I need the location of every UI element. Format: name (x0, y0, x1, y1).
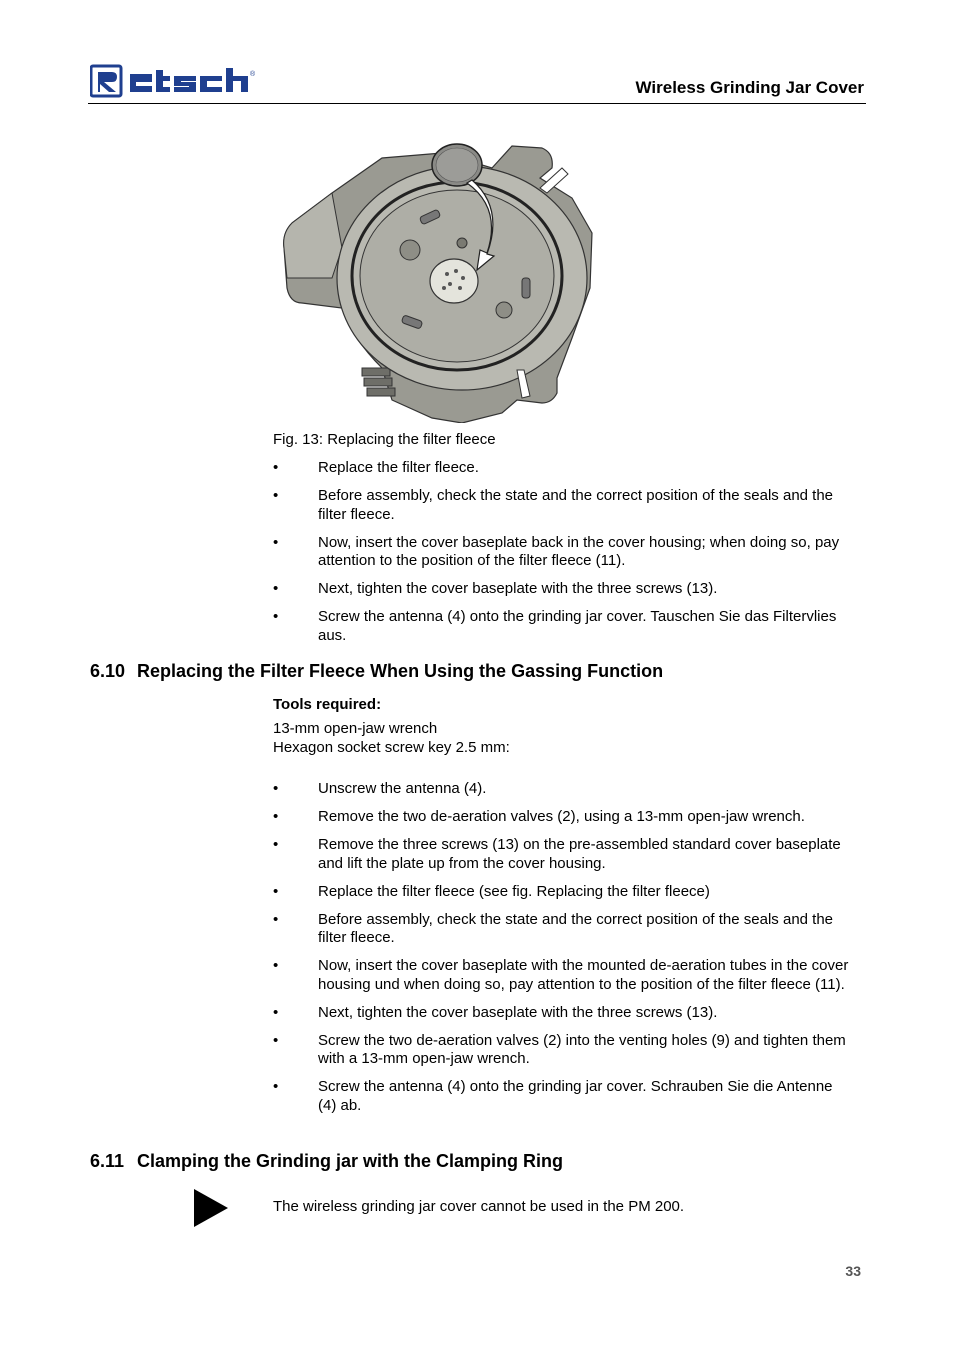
figure-caption: Fig. 13: Replacing the filter fleece (273, 431, 496, 448)
list-item-text: Remove the three screws (13) on the pre-assembled standard cover baseplate and lift the plate up from the cover housing. (318, 836, 841, 872)
list-item (273, 459, 853, 478)
bullet: • (273, 957, 279, 974)
svg-text:®: ® (250, 71, 256, 78)
bullet: • (273, 487, 279, 504)
tool-item: Hexagon socket screw key 2.5 mm: (273, 738, 510, 756)
bullet: • (273, 780, 279, 797)
list-item-text: Replace the filter fleece (see fig. Replacing the filter fleece) (318, 882, 710, 900)
tools-required-label: Tools required: (273, 696, 382, 713)
list-item (273, 911, 853, 948)
section-heading-6-11 (90, 1151, 563, 1172)
bullet: • (273, 580, 279, 597)
retsch-logo (90, 64, 260, 103)
list-item-text: Now, insert the cover baseplate with the mounted de-aeration tubes in the cover housing und when doing so, pay attention to the position of the filter fleece (11). (318, 957, 849, 993)
list-item-text: Screw the two de-aeration valves (2) into the venting holes (9) and tighten them with a 13-mm open-jaw wrench. (318, 1031, 846, 1067)
list-item-text: Before assembly, check the state and the correct position of the seals and the filter fleece. (318, 487, 834, 523)
list-item-text: Remove the two de-aeration valves (2), using a 13-mm open-jaw wrench. (318, 808, 805, 825)
list-item (273, 836, 853, 873)
section-heading-6-10 (90, 661, 663, 682)
section-title: Clamping the Grinding jar with the Clamping Ring (137, 1151, 563, 1171)
note-text: The wireless grinding jar cover cannot be used in the PM 200. (273, 1198, 685, 1215)
bullet-list-fleece (273, 459, 853, 655)
bullet: • (273, 910, 279, 928)
list-item-text: Next, tighten the cover baseplate with the three screws (13). (318, 1003, 718, 1021)
bullet: • (273, 1078, 279, 1095)
header-title: Wireless Grinding Jar Cover (635, 78, 864, 97)
section-number: 6.11 (90, 1151, 125, 1171)
bullet: • (273, 836, 279, 853)
list-item (273, 1032, 853, 1069)
list-item (273, 957, 853, 994)
list-item (273, 780, 853, 799)
list-item (273, 580, 853, 599)
section-title: Replacing the Filter Fleece When Using the Gassing Function (137, 661, 664, 681)
list-item (273, 487, 853, 524)
list-item-text: Now, insert the cover baseplate back in the cover housing; when doing so, pay attention to the position of the filter fleece (11). (318, 533, 840, 569)
bullet-list-gassing (273, 780, 853, 1125)
list-item (273, 1004, 853, 1023)
list-item-text: Before assembly, check the state and the correct position of the seals and the filter fleece. (318, 910, 834, 946)
page-header (88, 58, 866, 104)
list-item (273, 608, 853, 645)
bullet: • (273, 608, 279, 625)
bullet: • (273, 1003, 279, 1021)
list-item-text: Replace the filter fleece. (318, 459, 479, 476)
bullet: • (273, 459, 279, 476)
bullet: • (273, 808, 279, 825)
list-item-text: Screw the antenna (4) onto the grinding jar cover. Tauschen Sie das Filtervlies aus. (318, 608, 837, 644)
section-number: 6.10 (90, 661, 126, 681)
page-number: 33 (845, 1263, 861, 1279)
note-arrow-icon (194, 1189, 228, 1232)
filter-fleece-figure (272, 138, 612, 423)
list-item (273, 1078, 853, 1115)
list-item (273, 534, 853, 571)
bullet: • (273, 533, 279, 551)
tools-list (273, 720, 510, 757)
list-item (273, 808, 853, 827)
list-item-text: Next, tighten the cover baseplate with the three screws (13). (318, 580, 718, 597)
bullet: • (273, 1031, 279, 1049)
tool-item: 13-mm open-jaw wrench (273, 720, 438, 737)
list-item-text: Unscrew the antenna (4). (318, 780, 487, 797)
list-item-text: Screw the antenna (4) onto the grinding jar cover. Schrauben Sie die Antenne (4) ab. (318, 1078, 833, 1114)
bullet: • (273, 882, 279, 900)
list-item (273, 883, 853, 902)
